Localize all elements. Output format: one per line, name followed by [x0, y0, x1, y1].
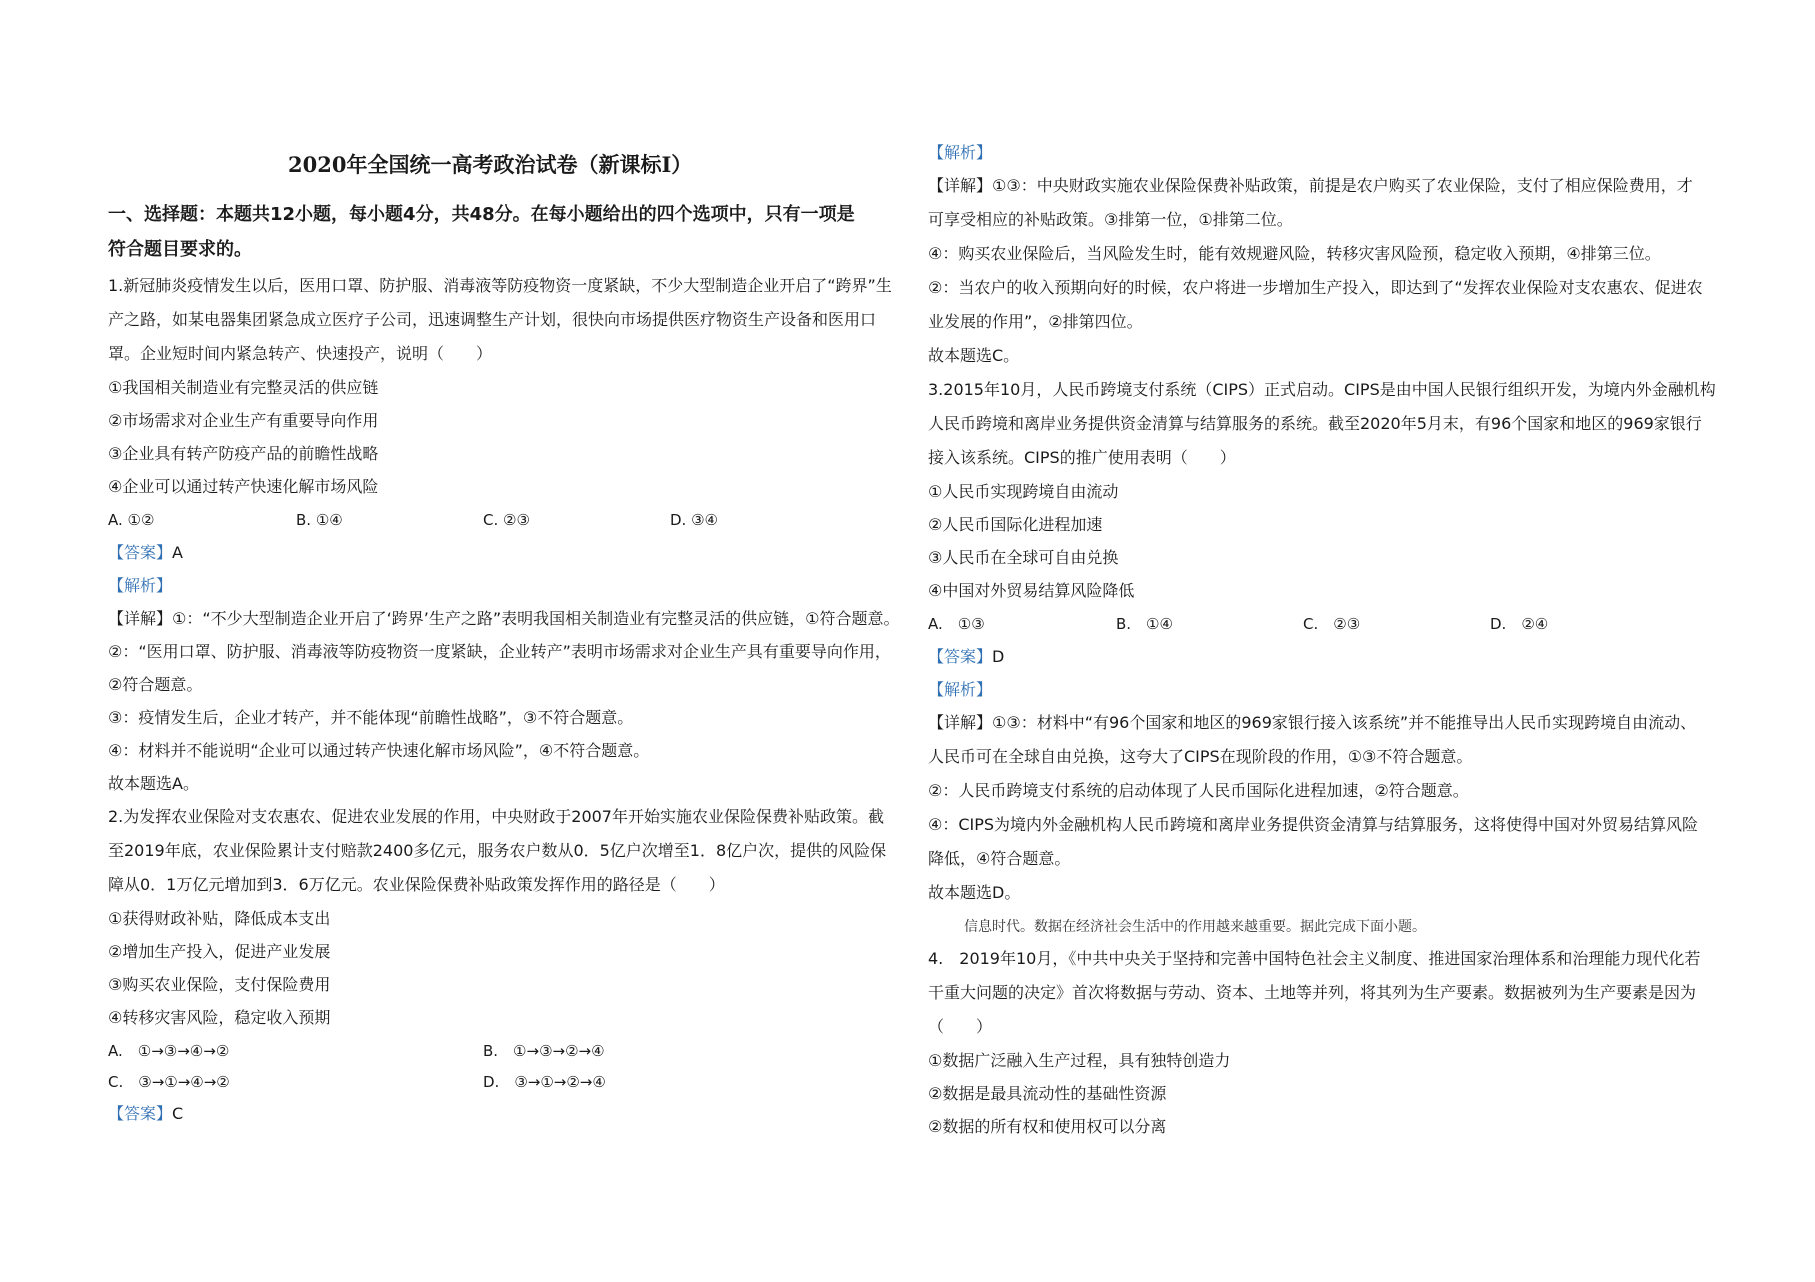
q2-option-a: A. ①→③→④→②: [108, 1042, 230, 1060]
detail-text: ①：“不少大型制造企业开启了‘跨界’生产之路”表明我国相关制造业有完整灵活的供应链，①符合题意。: [172, 609, 900, 628]
detail-text: ①③：中央财政实施农业保险保费补贴政策，前提是农户购买了农业保险，支付了相应保险费用，才: [992, 176, 1693, 195]
q1-detail: [108, 608, 899, 630]
q2-detail: 可享受相应的补贴政策。③排第一位，①排第二位。: [928, 210, 1293, 229]
detail-tag: 【详解】: [108, 609, 173, 628]
q3-detail: ②：人民币跨境支付系统的启动体现了人民币国际化进程加速，②符合题意。: [928, 781, 1469, 800]
q3-option-c: C. ②③: [1303, 615, 1361, 633]
group-intro: 信息时代。数据在经济社会生活中的作用越来越重要。据此完成下面小题。: [964, 919, 1426, 935]
answer-tag: 【答案】: [108, 543, 173, 562]
answer-value: A: [172, 543, 183, 562]
q4-statement: ②数据的所有权和使用权可以分离: [928, 1117, 1167, 1136]
analysis-tag: 【解析】: [108, 576, 173, 595]
q1-statement: ④企业可以通过转产快速化解市场风险: [108, 477, 379, 496]
q1-statement: ②市场需求对企业生产有重要导向作用: [108, 411, 379, 430]
analysis-tag: 【解析】: [928, 143, 993, 162]
q4-stem: （ ）: [928, 1017, 993, 1036]
q2-option-b: B. ①→③→②→④: [483, 1042, 605, 1060]
q1-detail: ②符合题意。: [108, 675, 203, 694]
q2-statement: ②增加生产投入，促进产业发展: [108, 942, 331, 961]
q1-option-d: D. ③④: [670, 511, 718, 529]
q2-statement: ①获得财政补贴，降低成本支出: [108, 909, 331, 928]
q2-option-c: C. ③→①→④→②: [108, 1073, 230, 1091]
q2-statement: ③购买农业保险，支付保险费用: [108, 975, 331, 994]
q4-statement: ②数据是最具流动性的基础性资源: [928, 1084, 1167, 1103]
q2-conclusion: 故本题选C。: [928, 346, 1020, 365]
q3-answer: [928, 646, 1004, 668]
q3-detail: 人民币可在全球自由兑换，这夸大了CIPS在现阶段的作用，①③不符合题意。: [928, 747, 1473, 766]
q1-detail: ④：材料并不能说明“企业可以通过转产快速化解市场风险”，④不符合题意。: [108, 741, 650, 760]
answer-tag: 【答案】: [928, 647, 993, 666]
q1-detail: ③：疫情发生后，企业才转产，并不能体现“前瞻性战略”，③不符合题意。: [108, 708, 634, 727]
q2-option-d: D. ③→①→②→④: [483, 1073, 606, 1091]
q1-stem: 1.新冠肺炎疫情发生以后，医用口罩、防护服、消毒液等防疫物资一度紧缺，不少大型制造企业开启了“跨界”生: [108, 276, 892, 295]
q2-statement: ④转移灾害风险，稳定收入预期: [108, 1008, 331, 1027]
answer-value: D: [992, 647, 1005, 666]
q3-statement: ②人民币国际化进程加速: [928, 515, 1103, 534]
q2-stem: 至2019年底，农业保险累计支付赔款2400多亿元，服务农户数从0．5亿户次增至1．8亿户次，提供的风险保: [108, 841, 887, 860]
q4-stem: 4. 2019年10月，《中共中央关于坚持和完善中国特色社会主义制度、推进国家治理体系和治理能力现代化若: [928, 949, 1701, 968]
q3-statement: ③人民币在全球可自由兑换: [928, 548, 1119, 567]
q3-detail: ④：CIPS为境内外金融机构人民币跨境和离岸业务提供资金清算与结算服务，这将使得中国对外贸易结算风险: [928, 815, 1699, 834]
detail-text: ①③：材料中“有96个国家和地区的969家银行接入该系统”并不能推导出人民币实现跨境自由流动、: [992, 713, 1697, 732]
q3-statement: ④中国对外贸易结算风险降低: [928, 581, 1135, 600]
q3-conclusion: 故本题选D。: [928, 883, 1021, 902]
q2-detail: [928, 175, 1693, 197]
analysis-tag: 【解析】: [928, 680, 993, 699]
q3-detail: [928, 712, 1696, 734]
q4-stem: 干重大问题的决定》首次将数据与劳动、资本、土地等并列，将其列为生产要素。数据被列为生产要素是因为: [928, 983, 1697, 1002]
q4-statement: ①数据广泛融入生产过程，具有独特创造力: [928, 1051, 1231, 1070]
q1-option-b: B. ①④: [296, 511, 343, 529]
q1-stem: 产之路，如某电器集团紧急成立医疗子公司，迅速调整生产计划，很快向市场提供医疗物资生产设备和医用口: [108, 310, 877, 329]
detail-tag: 【详解】: [928, 713, 993, 732]
q3-statement: ①人民币实现跨境自由流动: [928, 482, 1119, 501]
q2-detail: ④：购买农业保险后，当风险发生时，能有效规避风险，转移灾害风险预，稳定收入预期，④排第三位。: [928, 244, 1661, 263]
q2-stem: 2.为发挥农业保险对支农惠农、促进农业发展的作用，中央财政于2007年开始实施农业保险保费补贴政策。截: [108, 807, 884, 826]
detail-tag: 【详解】: [928, 176, 993, 195]
q3-detail: 降低，④符合题意。: [928, 849, 1071, 868]
answer-tag: 【答案】: [108, 1104, 173, 1123]
q1-option-c: C. ②③: [483, 511, 530, 529]
q3-option-a: A. ①③: [928, 615, 985, 633]
q1-statement: ①我国相关制造业有完整灵活的供应链: [108, 378, 379, 397]
q2-answer: [108, 1103, 183, 1125]
q1-option-a: A. ①②: [108, 511, 155, 529]
q2-detail: 业发展的作用”，②排第四位。: [928, 312, 1143, 331]
q2-detail: ②：当农户的收入预期向好的时候，农户将进一步增加生产投入，即达到了“发挥农业保险对支农惠农、促进农: [928, 278, 1703, 297]
q3-option-d: D. ②④: [1490, 615, 1549, 633]
answer-value: C: [172, 1104, 184, 1123]
q3-stem: 人民币跨境和离岸业务提供资金清算与结算服务的系统。截至2020年5月末，有96个国家和地区的969家银行: [928, 414, 1702, 433]
q1-statement: ③企业具有转产防疫产品的前瞻性战略: [108, 444, 379, 463]
q1-conclusion: 故本题选A。: [108, 774, 199, 793]
q1-detail: ②：“医用口罩、防护服、消毒液等防疫物资一度紧缺，企业转产”表明市场需求对企业生产具有重要导向作用，: [108, 642, 891, 661]
q3-stem: 3.2015年10月，人民币跨境支付系统（CIPS）正式启动。CIPS是由中国人民银行组织开发，为境内外金融机构: [928, 380, 1716, 399]
section-heading: 一、选择题：本题共12小题，每小题4分，共48分。在每小题给出的四个选项中，只有一项是: [108, 204, 855, 225]
q2-stem: 障从0．1万亿元增加到3．6万亿元。农业保险保费补贴政策发挥作用的路径是（ ）: [108, 875, 725, 894]
q1-answer: [108, 542, 183, 564]
page-title: 2020年全国统一高考政治试卷（新课标I）: [288, 152, 693, 177]
q1-stem: 罩。企业短时间内紧急转产、快速投产，说明（ ）: [108, 344, 493, 363]
q3-option-b: B. ①④: [1116, 615, 1173, 633]
q3-stem: 接入该系统。CIPS的推广使用表明（ ）: [928, 448, 1236, 467]
section-heading-cont: 符合题目要求的。: [108, 239, 252, 260]
